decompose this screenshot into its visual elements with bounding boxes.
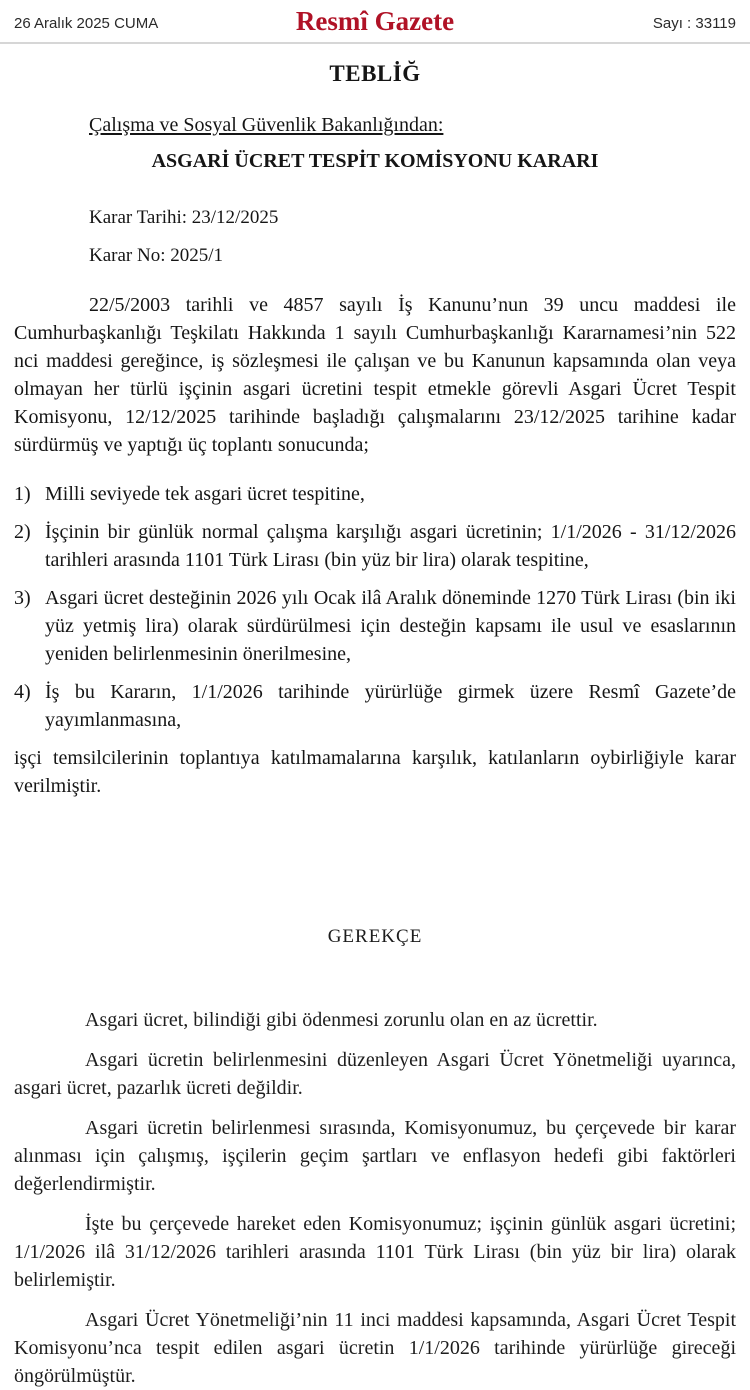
rationale-paragraph-4: İşte bu çerçevede hareket eden Komisyonumuz; işçinin günlük asgari ücretini; 1/1/2026 ilâ 31/12/2026 tarihleri arasında 1101 Türk Lirası (bin yüz bir lira) olarak belirlemiştir. bbox=[14, 1213, 736, 1291]
decision-list bbox=[14, 480, 736, 734]
rationale-paragraph-3: Asgari ücretin belirlenmesi sırasında, Komisyonumuz, bu çerçevede bir karar alınması için çalışmış, işçilerin geçim şartları ve enflasyon hedefi gibi faktörleri değerlendirmiştir. bbox=[14, 1117, 736, 1195]
decision-item-2 bbox=[14, 518, 736, 574]
rationale-paragraph-5: Asgari Ücret Yönetmeliği’nin 11 inci maddesi kapsamında, Asgari Ücret Tespit Komisyonu’nca tespit edilen asgari ücretin 1/1/2026 tarihinde yürürlüğe gireceği öngörülmüştür. bbox=[14, 1309, 736, 1387]
decision-item-1-text: Milli seviyede tek asgari ücret tespitine, bbox=[45, 483, 365, 505]
decision-item-2-text: İşçinin bir günlük normal çalışma karşılığı asgari ücretinin; 1/1/2026 - 31/12/2026 tarihleri arasında 1101 Türk Lirası (bin yüz bir lira) olarak tespitine, bbox=[45, 521, 736, 571]
rationale-title: GEREKÇE bbox=[327, 926, 423, 947]
closing-paragraph: işçi temsilcilerinin toplantıya katılmamalarına karşılık, katılanların oybirliğiyle karar verilmiştir. bbox=[14, 747, 736, 797]
gazette-title: Resmî Gazete bbox=[295, 6, 455, 36]
document-body bbox=[0, 61, 750, 1390]
rationale-paragraph-1: Asgari ücret, bilindiği gibi ödenmesi zorunlu olan en az ücrettir. bbox=[85, 1009, 598, 1031]
rationale-paragraph-2: Asgari ücretin belirlenmesini düzenleyen Asgari Ücret Yönetmeliği uyarınca, asgari ücret, pazarlık ücreti değildir. bbox=[14, 1049, 736, 1099]
decision-item-2-number: 2) bbox=[14, 521, 31, 543]
decision-item-4-number: 4) bbox=[14, 681, 31, 703]
decision-date: Karar Tarihi: 23/12/2025 bbox=[89, 207, 279, 228]
decision-item-3 bbox=[14, 584, 736, 668]
decision-item-3-text: Asgari ücret desteğinin 2026 yılı Ocak ilâ Aralık döneminde 1270 Türk Lirası (bin iki yüz yetmiş lira) olarak sürdürülmesi için desteğin kapsamı ile usul ve esaslarının yeniden belirlenmesinin önerilmesine, bbox=[45, 587, 736, 665]
decision-item-1 bbox=[14, 480, 736, 508]
rationale-section bbox=[14, 1006, 736, 1390]
gazette-issue-number: Sayı : 33119 bbox=[652, 15, 736, 32]
section-title: TEBLİĞ bbox=[329, 61, 421, 86]
decision-item-1-number: 1) bbox=[14, 483, 31, 505]
gazette-header bbox=[0, 0, 750, 44]
ministry-line: Çalışma ve Sosyal Güvenlik Bakanlığından: bbox=[89, 114, 444, 136]
decision-item-3-number: 3) bbox=[14, 587, 31, 609]
decision-item-4-text: İş bu Kararın, 1/1/2026 tarihinde yürürlüğe girmek üzere Resmî Gazete’de yayımlanmasına, bbox=[45, 681, 736, 731]
decision-number: Karar No: 2025/1 bbox=[89, 245, 224, 266]
intro-paragraph: 22/5/2003 tarihli ve 4857 sayılı İş Kanunu’nun 39 uncu maddesi ile Cumhurbaşkanlığı Teşkilatı Hakkında 1 sayılı Cumhurbaşkanlığı Kararnamesi’nin 522 nci maddesi gereğince, iş sözleşmesi ile çalışan ve bu Kanunun kapsamında olan veya olmayan her türlü işçinin asgari ücretini tespit etmekle görevli Asgari Ücret Tespit Komisyonu, 12/12/2025 tarihinde başladığı çalışmalarını 23/12/2025 tarihine kadar sürdürmüş ve yaptığı üç toplantı sonucunda; bbox=[14, 294, 736, 456]
decision-title: ASGARİ ÜCRET TESPİT KOMİSYONU KARARI bbox=[151, 150, 599, 172]
decision-item-4 bbox=[14, 678, 736, 734]
gazette-date: 26 Aralık 2025 CUMA bbox=[14, 15, 159, 32]
